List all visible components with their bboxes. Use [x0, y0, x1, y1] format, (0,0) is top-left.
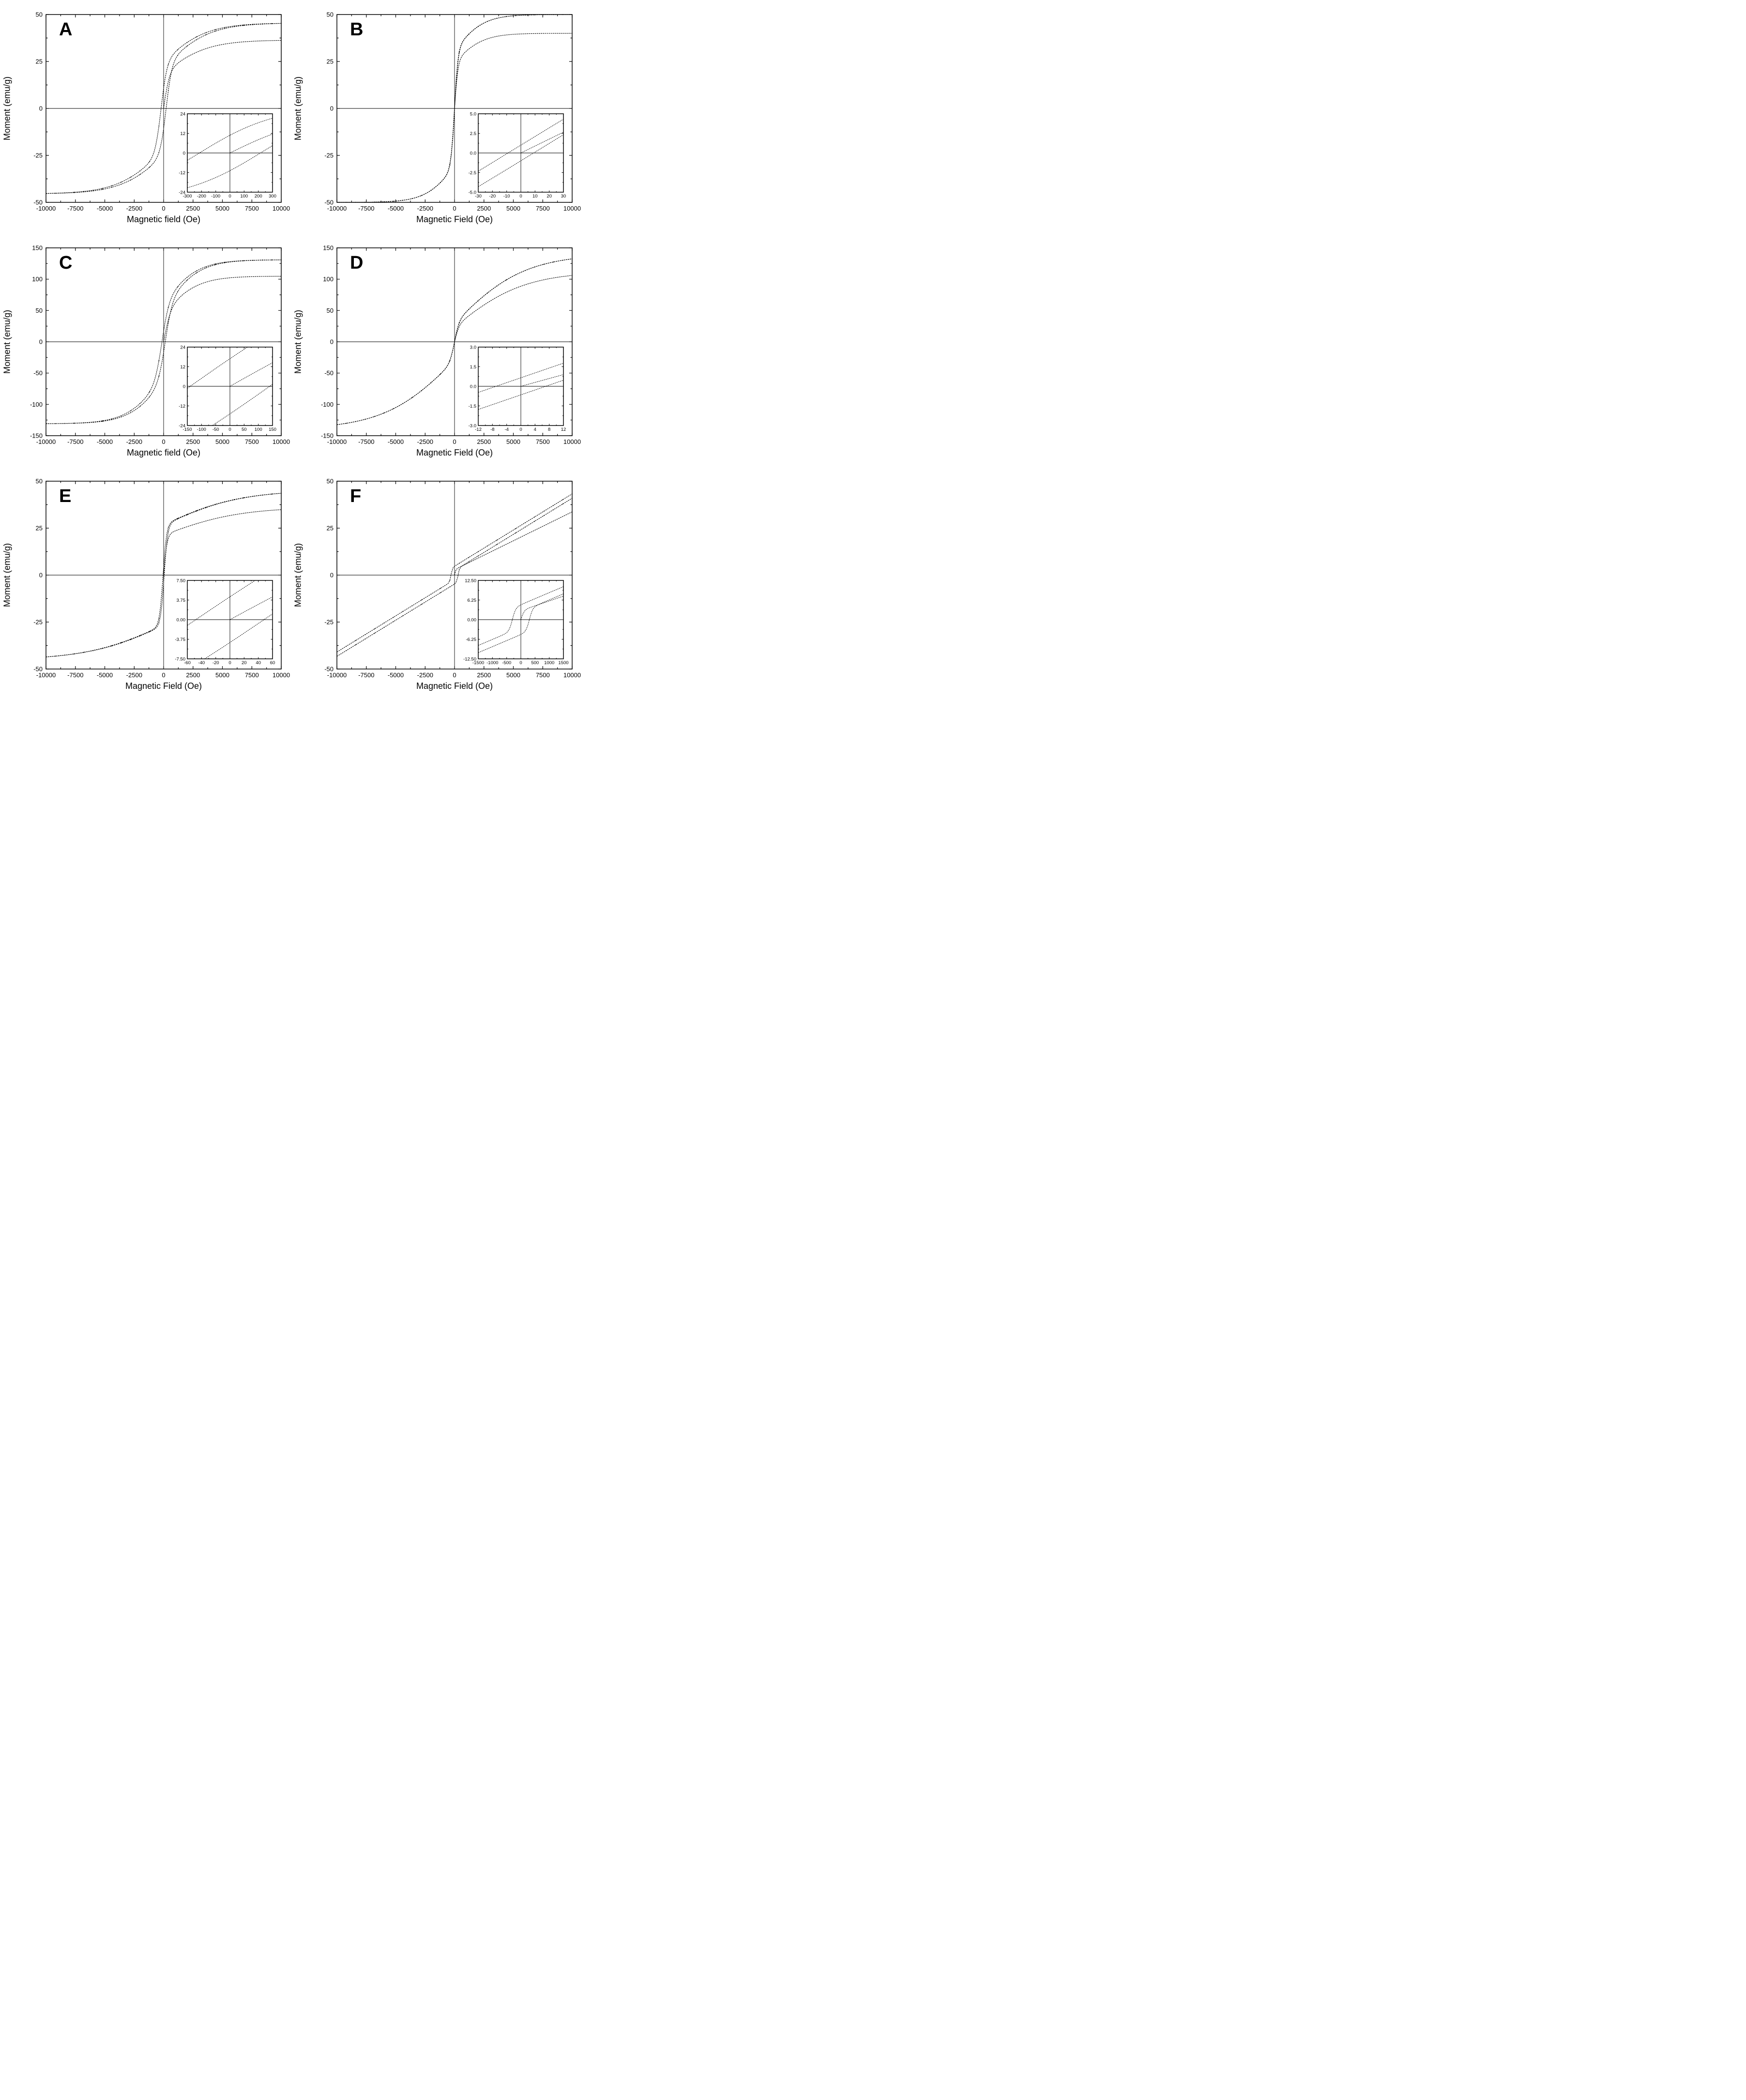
svg-text:-300: -300	[182, 194, 192, 199]
panel-A	[0, 0, 291, 233]
svg-text:3.0: 3.0	[470, 345, 476, 350]
svg-text:0: 0	[330, 105, 334, 112]
svg-text:0: 0	[182, 151, 185, 156]
svg-text:5000: 5000	[506, 438, 520, 445]
svg-text:-100: -100	[211, 194, 221, 199]
panel-B	[291, 0, 582, 233]
svg-text:-5000: -5000	[387, 671, 404, 679]
svg-text:0: 0	[330, 338, 334, 346]
hysteresis-plot-F	[291, 467, 582, 700]
svg-text:-20: -20	[489, 194, 496, 199]
svg-text:7500: 7500	[244, 438, 259, 445]
svg-text:-7500: -7500	[358, 671, 375, 679]
svg-text:-50: -50	[33, 665, 43, 673]
svg-text:-200: -200	[197, 194, 206, 199]
svg-text:-12: -12	[475, 427, 482, 432]
svg-text:2500: 2500	[477, 205, 491, 212]
svg-text:-6.25: -6.25	[466, 637, 476, 642]
svg-text:4: 4	[533, 427, 536, 432]
svg-text:0: 0	[228, 194, 231, 199]
panel-C-letter: C	[59, 253, 73, 273]
svg-text:5.0: 5.0	[470, 111, 476, 117]
svg-text:-50: -50	[324, 369, 334, 377]
panel-D-xlabel: Magnetic Field (Oe)	[416, 448, 493, 457]
svg-text:2500: 2500	[186, 671, 200, 679]
svg-text:0: 0	[453, 205, 456, 212]
svg-text:-10000: -10000	[327, 438, 347, 445]
svg-text:0: 0	[453, 671, 456, 679]
svg-text:0: 0	[162, 438, 166, 445]
panel-B-letter: B	[350, 19, 364, 40]
svg-text:-100: -100	[320, 400, 334, 408]
svg-text:5000: 5000	[215, 671, 229, 679]
svg-text:6.25: 6.25	[467, 597, 476, 603]
svg-text:2500: 2500	[477, 438, 491, 445]
svg-text:-4: -4	[504, 427, 509, 432]
panel-E-ylabel: Moment (emu/g)	[2, 543, 12, 608]
svg-text:-3.0: -3.0	[468, 423, 476, 429]
svg-text:150: 150	[32, 244, 43, 252]
svg-text:-5000: -5000	[387, 438, 404, 445]
svg-text:-12: -12	[179, 170, 185, 176]
svg-text:0: 0	[39, 571, 43, 579]
panel-D-letter: D	[350, 253, 364, 273]
svg-text:0: 0	[519, 427, 522, 432]
svg-text:10000: 10000	[563, 205, 581, 212]
svg-text:-60: -60	[184, 660, 191, 666]
panel-A-ylabel: Moment (emu/g)	[2, 76, 12, 141]
svg-text:-1000: -1000	[486, 660, 499, 666]
svg-text:-500: -500	[502, 660, 512, 666]
svg-text:-50: -50	[324, 198, 334, 206]
svg-text:-5000: -5000	[96, 205, 113, 212]
panel-C-xlabel: Magnetic field (Oe)	[126, 448, 201, 457]
svg-text:10000: 10000	[563, 438, 581, 445]
svg-text:500: 500	[531, 660, 539, 666]
hysteresis-plot-E	[0, 467, 291, 700]
svg-text:40: 40	[256, 660, 261, 666]
svg-text:-40: -40	[198, 660, 205, 666]
svg-text:-7.50: -7.50	[175, 656, 185, 662]
svg-text:10000: 10000	[272, 438, 290, 445]
svg-text:0: 0	[228, 427, 231, 432]
svg-text:-1500: -1500	[472, 660, 485, 666]
svg-text:50: 50	[242, 427, 247, 432]
svg-text:0: 0	[162, 205, 166, 212]
svg-text:12: 12	[180, 131, 185, 137]
svg-text:-2500: -2500	[126, 671, 142, 679]
svg-text:2500: 2500	[477, 671, 491, 679]
panel-E	[0, 467, 291, 700]
svg-text:25: 25	[35, 524, 43, 532]
svg-text:50: 50	[326, 11, 334, 18]
svg-text:7500: 7500	[535, 671, 550, 679]
svg-text:-10000: -10000	[36, 438, 56, 445]
svg-text:12.50: 12.50	[465, 578, 476, 584]
svg-text:-50: -50	[324, 665, 334, 673]
svg-text:-150: -150	[320, 432, 334, 440]
svg-text:150: 150	[323, 244, 334, 252]
svg-text:7500: 7500	[244, 671, 259, 679]
svg-text:-7500: -7500	[67, 438, 84, 445]
panel-C	[0, 233, 291, 467]
svg-text:0: 0	[519, 660, 522, 666]
svg-text:-2500: -2500	[417, 671, 433, 679]
svg-text:-12.50: -12.50	[463, 656, 476, 662]
svg-text:-25: -25	[324, 618, 334, 626]
svg-text:-7500: -7500	[358, 205, 375, 212]
svg-text:7.50: 7.50	[176, 578, 185, 584]
svg-text:-24: -24	[179, 190, 185, 196]
svg-text:-10000: -10000	[327, 205, 347, 212]
svg-text:-150: -150	[30, 432, 43, 440]
svg-text:50: 50	[35, 306, 43, 314]
panel-D-ylabel: Moment (emu/g)	[293, 309, 303, 374]
svg-text:30: 30	[561, 194, 566, 199]
svg-text:0: 0	[519, 194, 522, 199]
svg-text:5000: 5000	[506, 671, 520, 679]
svg-text:50: 50	[326, 306, 334, 314]
svg-text:0: 0	[39, 105, 43, 112]
svg-text:10000: 10000	[272, 205, 290, 212]
svg-text:-25: -25	[324, 152, 334, 159]
svg-text:-5000: -5000	[96, 438, 113, 445]
svg-text:100: 100	[32, 275, 43, 283]
svg-text:-10: -10	[503, 194, 510, 199]
svg-text:0: 0	[453, 438, 456, 445]
svg-text:150: 150	[269, 427, 276, 432]
panel-F	[291, 467, 582, 700]
svg-text:12: 12	[180, 364, 185, 370]
svg-text:-2500: -2500	[126, 438, 142, 445]
svg-text:3.75: 3.75	[176, 597, 185, 603]
svg-text:-7500: -7500	[67, 205, 84, 212]
svg-text:2.5: 2.5	[470, 131, 476, 137]
svg-text:25: 25	[326, 524, 334, 532]
hysteresis-plot-C	[0, 233, 291, 467]
svg-text:-5000: -5000	[96, 671, 113, 679]
svg-text:100: 100	[254, 427, 262, 432]
svg-text:-2500: -2500	[126, 205, 142, 212]
svg-text:-5000: -5000	[387, 205, 404, 212]
svg-text:0: 0	[182, 384, 185, 390]
svg-text:2500: 2500	[186, 438, 200, 445]
svg-text:0.0: 0.0	[470, 151, 476, 156]
svg-text:0: 0	[162, 671, 166, 679]
svg-text:-150: -150	[182, 427, 192, 432]
svg-text:100: 100	[323, 275, 334, 283]
svg-text:-50: -50	[212, 427, 219, 432]
svg-text:24: 24	[180, 111, 185, 117]
svg-text:1.5: 1.5	[470, 364, 476, 370]
svg-text:7500: 7500	[244, 205, 259, 212]
svg-text:2500: 2500	[186, 205, 200, 212]
svg-text:0.00: 0.00	[467, 617, 476, 623]
svg-text:0: 0	[228, 660, 231, 666]
panel-D	[291, 233, 582, 467]
svg-text:50: 50	[35, 11, 43, 18]
svg-text:-7500: -7500	[358, 438, 375, 445]
panel-F-letter: F	[350, 486, 362, 506]
svg-text:0.00: 0.00	[176, 617, 185, 623]
panel-F-xlabel: Magnetic Field (Oe)	[416, 681, 493, 691]
svg-text:0.0: 0.0	[470, 384, 476, 390]
svg-text:25: 25	[35, 58, 43, 65]
svg-text:-100: -100	[30, 400, 43, 408]
svg-text:-30: -30	[475, 194, 482, 199]
panel-E-letter: E	[59, 486, 72, 506]
figure-grid	[0, 0, 582, 700]
svg-text:7500: 7500	[535, 205, 550, 212]
svg-text:60: 60	[270, 660, 275, 666]
svg-text:-2500: -2500	[417, 438, 433, 445]
hysteresis-plot-B	[291, 0, 582, 233]
svg-text:25: 25	[326, 58, 334, 65]
svg-text:-12: -12	[179, 403, 185, 409]
svg-text:1500: 1500	[558, 660, 569, 666]
svg-text:-3.75: -3.75	[175, 637, 185, 642]
svg-text:-1.5: -1.5	[468, 403, 476, 409]
panel-E-xlabel: Magnetic Field (Oe)	[125, 681, 202, 691]
svg-text:5000: 5000	[215, 205, 229, 212]
svg-text:-2.5: -2.5	[468, 170, 476, 176]
svg-text:-24: -24	[179, 423, 185, 429]
svg-text:-5.0: -5.0	[468, 190, 476, 196]
svg-text:20: 20	[547, 194, 552, 199]
panel-B-ylabel: Moment (emu/g)	[293, 76, 303, 141]
svg-text:-25: -25	[33, 618, 43, 626]
svg-text:-2500: -2500	[417, 205, 433, 212]
svg-text:1000: 1000	[544, 660, 555, 666]
svg-text:-25: -25	[33, 152, 43, 159]
svg-text:-10000: -10000	[36, 671, 56, 679]
panel-B-xlabel: Magnetic Field (Oe)	[416, 214, 493, 224]
svg-text:-100: -100	[197, 427, 206, 432]
svg-text:0: 0	[39, 338, 43, 346]
svg-text:-10000: -10000	[327, 671, 347, 679]
svg-text:8: 8	[548, 427, 551, 432]
svg-text:200: 200	[254, 194, 262, 199]
svg-text:-20: -20	[212, 660, 219, 666]
hysteresis-plot-D	[291, 233, 582, 467]
svg-text:7500: 7500	[535, 438, 550, 445]
panel-C-ylabel: Moment (emu/g)	[2, 309, 12, 374]
panel-A-xlabel: Magnetic field (Oe)	[126, 214, 201, 224]
svg-text:5000: 5000	[215, 438, 229, 445]
svg-text:10: 10	[532, 194, 538, 199]
svg-text:5000: 5000	[506, 205, 520, 212]
svg-text:100: 100	[240, 194, 248, 199]
svg-text:10000: 10000	[563, 671, 581, 679]
svg-text:50: 50	[326, 477, 334, 485]
svg-text:-8: -8	[490, 427, 495, 432]
hysteresis-plot-A	[0, 0, 291, 233]
svg-text:-50: -50	[33, 369, 43, 377]
svg-text:12: 12	[561, 427, 566, 432]
svg-text:300: 300	[269, 194, 276, 199]
panel-F-ylabel: Moment (emu/g)	[293, 543, 303, 608]
svg-text:10000: 10000	[272, 671, 290, 679]
svg-text:-10000: -10000	[36, 205, 56, 212]
svg-text:-7500: -7500	[67, 671, 84, 679]
svg-text:20: 20	[242, 660, 247, 666]
panel-A-letter: A	[59, 19, 73, 40]
svg-text:0: 0	[330, 571, 334, 579]
svg-text:-50: -50	[33, 198, 43, 206]
svg-text:24: 24	[180, 345, 185, 350]
svg-text:50: 50	[35, 477, 43, 485]
